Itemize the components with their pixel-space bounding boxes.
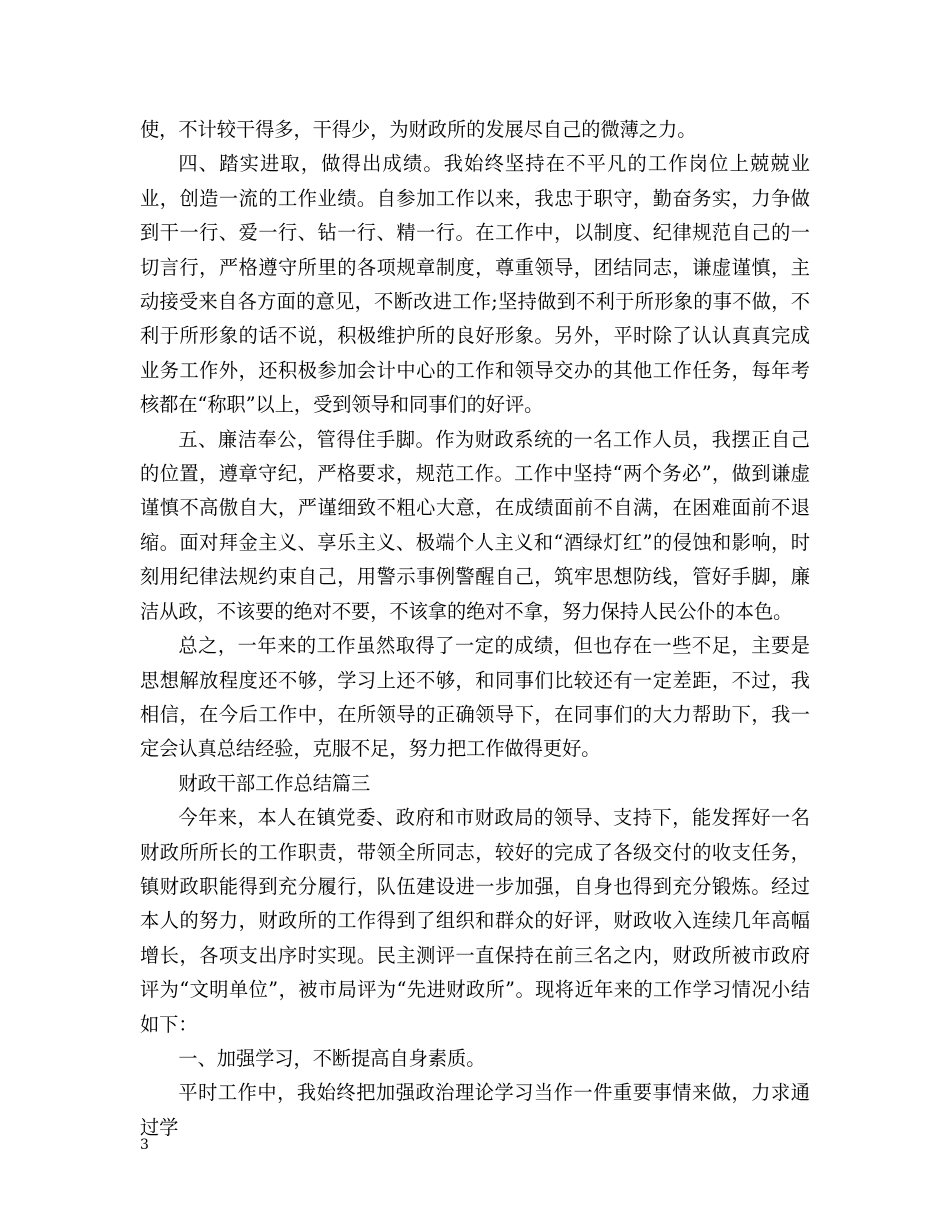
section-heading: 财政干部工作总结篇三 [178,771,371,795]
paragraph-6: 一、加强学习，不断提高自身素质。 [178,1046,486,1070]
paragraph-7: 平时工作中，我始终把加强政治理论学习当作一件重要事情来做，力求通过学 [140,1081,810,1139]
paragraph-5: 今年来，本人在镇党委、政府和市财政局的领导、支持下，能发挥好一名财政所所长的工作职责，带领全所同志，较好的完成了各级交付的收支任务，镇财政职能得到充分履行，队伍建设进一步加强，自身也得到充分锻炼。经过本人的努力，财政所的工作得到了组织和群众的好评，财政收入连续几年高幅增长，各项支出序时实现。民主测评一直保持在前三名之内，财政所被市政府评为“文明单位”，被市局评为“先进财政所”。现将近年来的工作学习情况小结如下： [140,806,810,1036]
paragraph-3: 五、廉洁奉公，管得住手脚。作为财政系统的一名工作人员，我摆正自己的位置，遵章守纪，严格要求，规范工作。工作中坚持“两个务必”，做到谦虚谨慎不高傲自大，严谨细致不粗心大意，在成绩面前不自满，在困难面前不退缩。面对拜金主义、享乐主义、极端个人主义和“酒绿灯红”的侵蚀和影响，时刻用纪律法规约束自己，用警示事例警醒自己，筑牢思想防线，管好手脚，廉洁从政，不该要的绝对不要，不该拿的绝对不拿，努力保持人民公仆的本色。 [140,427,810,623]
paragraph-1: 使，不计较干得多，干得少，为财政所的发展尽自己的微薄之力。 [140,118,697,141]
paragraph-4: 总之，一年来的工作虽然取得了一定的成绩，但也存在一些不足，主要是思想解放程度还不够，学习上还不够，和同事们比较还有一定差距，不过，我相信，在今后工作中，在所领导的正确领导下，在同事们的大力帮助下，我一定会认真总结经验，克服不足，努力把工作做得更好。 [140,634,810,761]
paragraph-2: 四、踏实进取，做得出成绩。我始终坚持在不平凡的工作岗位上兢兢业业，创造一流的工作业绩。自参加工作以来，我忠于职守，勤奋务实，力争做到干一行、爱一行、钻一行、精一行。在工作中，以制度、纪律规范自己的一切言行，严格遵守所里的各项规章制度，尊重领导，团结同志，谦虚谨慎，主动接受来自各方面的意见，不断改进工作;坚持做到不利于所形象的事不做，不利于所形象的话不说，积极维护所的良好形象。另外，平时除了认认真真完成业务工作外，还积极参加会计中心的工作和领导交办的其他工作任务，每年考核都在“称职”以上，受到领导和同事们的好评。 [140,152,810,417]
document-body [140,113,810,1145]
page-number: 3 [140,1137,149,1153]
